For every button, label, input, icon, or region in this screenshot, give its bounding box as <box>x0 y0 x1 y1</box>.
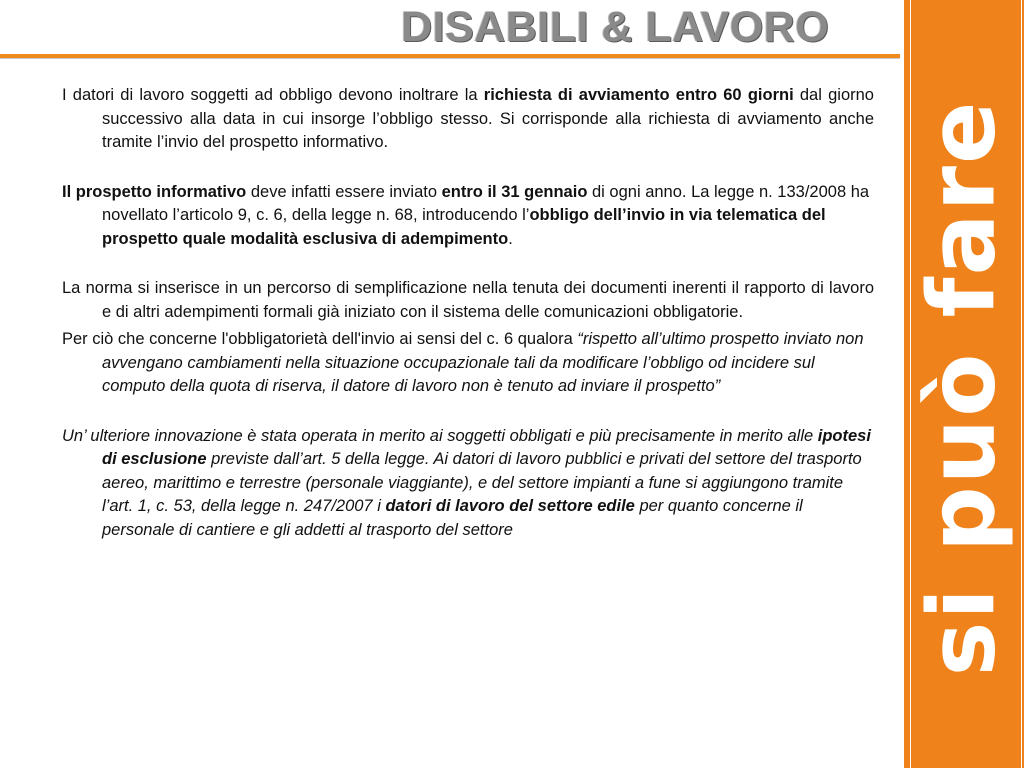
text: di ogni anno. La legge n. 133/2008 ha novellato l’articolo 9, c. 6, della legge n. 68, introducendo l’ <box>102 182 870 224</box>
side-band-slogan: si può fare <box>908 99 1016 677</box>
text: . <box>508 229 513 248</box>
text: La norma si inserisce in un percorso di semplificazione nella tenuta dei documenti inerenti il rapporto di lavoro e di altri adempimenti formali già iniziato con il sistema delle comunicazioni obbligatorie. <box>62 279 874 321</box>
italic-text: per quanto concerne il personale di cantiere e gli addetti al trasporto del settore <box>102 497 803 539</box>
bold-text: obbligo dell’invio in via telematica del prospetto quale modalità esclusiva di adempimento <box>102 206 826 248</box>
paragraph-avviamento <box>62 84 874 155</box>
page-title: DISABILI & LAVORO <box>401 3 830 51</box>
slide-body <box>62 84 874 542</box>
paragraph-norma <box>62 277 874 324</box>
text: dal giorno successivo alla data in cui insorge l’obbligo stesso. Si corrisponde alla richiesta di avviamento anche tramite l’invio del prospetto informativo. <box>102 86 874 151</box>
bold-text: richiesta di avviamento entro 60 giorni <box>483 86 794 104</box>
bold-italic-text: datori di lavoro del settore edile <box>385 497 635 515</box>
bold-text: Il prospetto informativo <box>62 182 247 201</box>
paragraph-obbligatorieta <box>62 328 874 399</box>
header-divider <box>0 58 900 59</box>
text: Per ciò che concerne l'obbligatorietà dell'invio ai sensi del c. 6 qualora <box>62 330 578 348</box>
italic-text: Un’ ulteriore innovazione è stata operata in merito ai soggetti obbligati e più precisamente in merito alle <box>62 426 818 445</box>
text: deve infatti essere inviato <box>246 182 442 201</box>
text: I datori di lavoro soggetti ad obbligo devono inoltrare la <box>62 86 484 104</box>
paragraph-innovazione <box>62 425 874 543</box>
bold-text: entro il 31 gennaio <box>441 182 588 201</box>
italic-quote: “rispetto all’ultimo prospetto inviato non avvengano cambiamenti nella situazione occupazionale tali da modificare l’obbligo od incidere sul computo della quota di riserva, il datore di lavoro non è tenuto ad inviare il prospetto” <box>102 330 864 395</box>
paragraph-prospetto <box>62 181 874 252</box>
italic-text: previste dall’art. 5 della legge. Ai datori di lavoro pubblici e privati del settore del trasporto aereo, marittimo e terrestre (personale viaggiante), e del settore impianti a fune si aggiungono tramite l’art. 1, c. 53, della legge n. 247/2007 i <box>102 450 862 515</box>
bold-italic-text: ipotesi di esclusione <box>102 426 871 468</box>
